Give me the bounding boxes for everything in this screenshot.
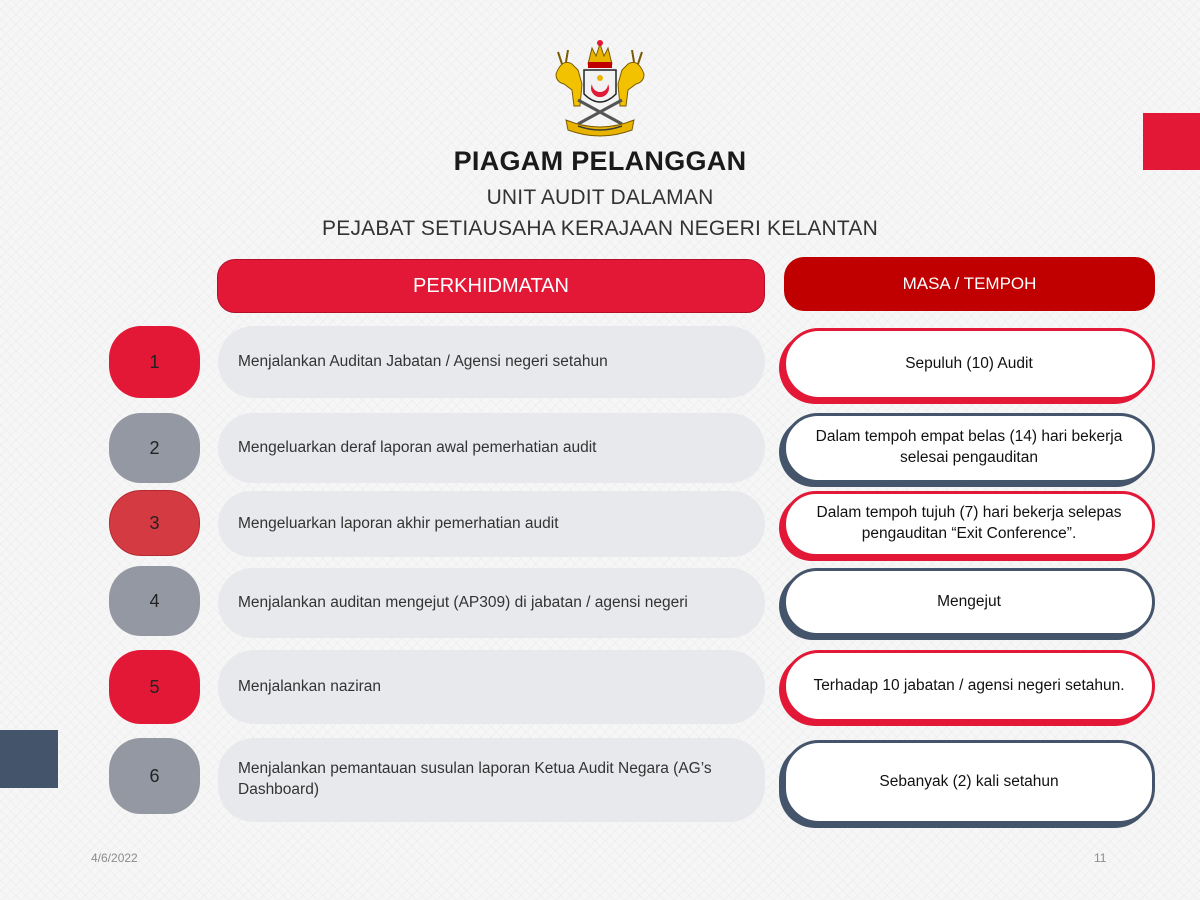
time-period: Sepuluh (10) Audit [783, 328, 1155, 400]
time-period: Dalam tempoh tujuh (7) hari bekerja selepas pengauditan “Exit Conference”. [783, 491, 1155, 557]
row-number-badge: 4 [109, 566, 200, 636]
footer-date: 4/6/2022 [91, 851, 138, 865]
service-description: Mengeluarkan laporan akhir pemerhatian audit [218, 491, 765, 557]
time-period: Mengejut [783, 568, 1155, 636]
time-period: Terhadap 10 jabatan / agensi negeri setahun. [783, 650, 1155, 722]
service-description: Mengeluarkan deraf laporan awal pemerhatian audit [218, 413, 765, 483]
row-number-badge: 2 [109, 413, 200, 483]
row-number-badge: 6 [109, 738, 200, 814]
page-title: PIAGAM PELANGGAN [453, 146, 747, 176]
column-header-time: MASA / TEMPOH [784, 257, 1155, 311]
subtitle-unit: UNIT AUDIT DALAMAN [486, 186, 714, 209]
row-number-badge: 3 [109, 490, 200, 556]
subtitle-office: PEJABAT SETIAUSAHA KERAJAAN NEGERI KELANTAN [322, 217, 878, 240]
state-crest-icon [548, 34, 652, 138]
decorative-navy-square [0, 730, 58, 788]
service-description: Menjalankan Auditan Jabatan / Agensi negeri setahun [218, 326, 765, 398]
service-description: Menjalankan pemantauan susulan laporan Ketua Audit Negara (AG’s Dashboard) [218, 738, 765, 822]
service-description: Menjalankan naziran [218, 650, 765, 724]
page-number: 11 [1094, 851, 1107, 865]
time-period: Dalam tempoh empat belas (14) hari bekerja selesai pengauditan [783, 413, 1155, 483]
row-number-badge: 5 [109, 650, 200, 724]
service-description: Menjalankan auditan mengejut (AP309) di jabatan / agensi negeri [218, 568, 765, 638]
time-period: Sebanyak (2) kali setahun [783, 740, 1155, 824]
row-number-badge: 1 [109, 326, 200, 398]
column-header-services: PERKHIDMATAN [217, 259, 765, 313]
